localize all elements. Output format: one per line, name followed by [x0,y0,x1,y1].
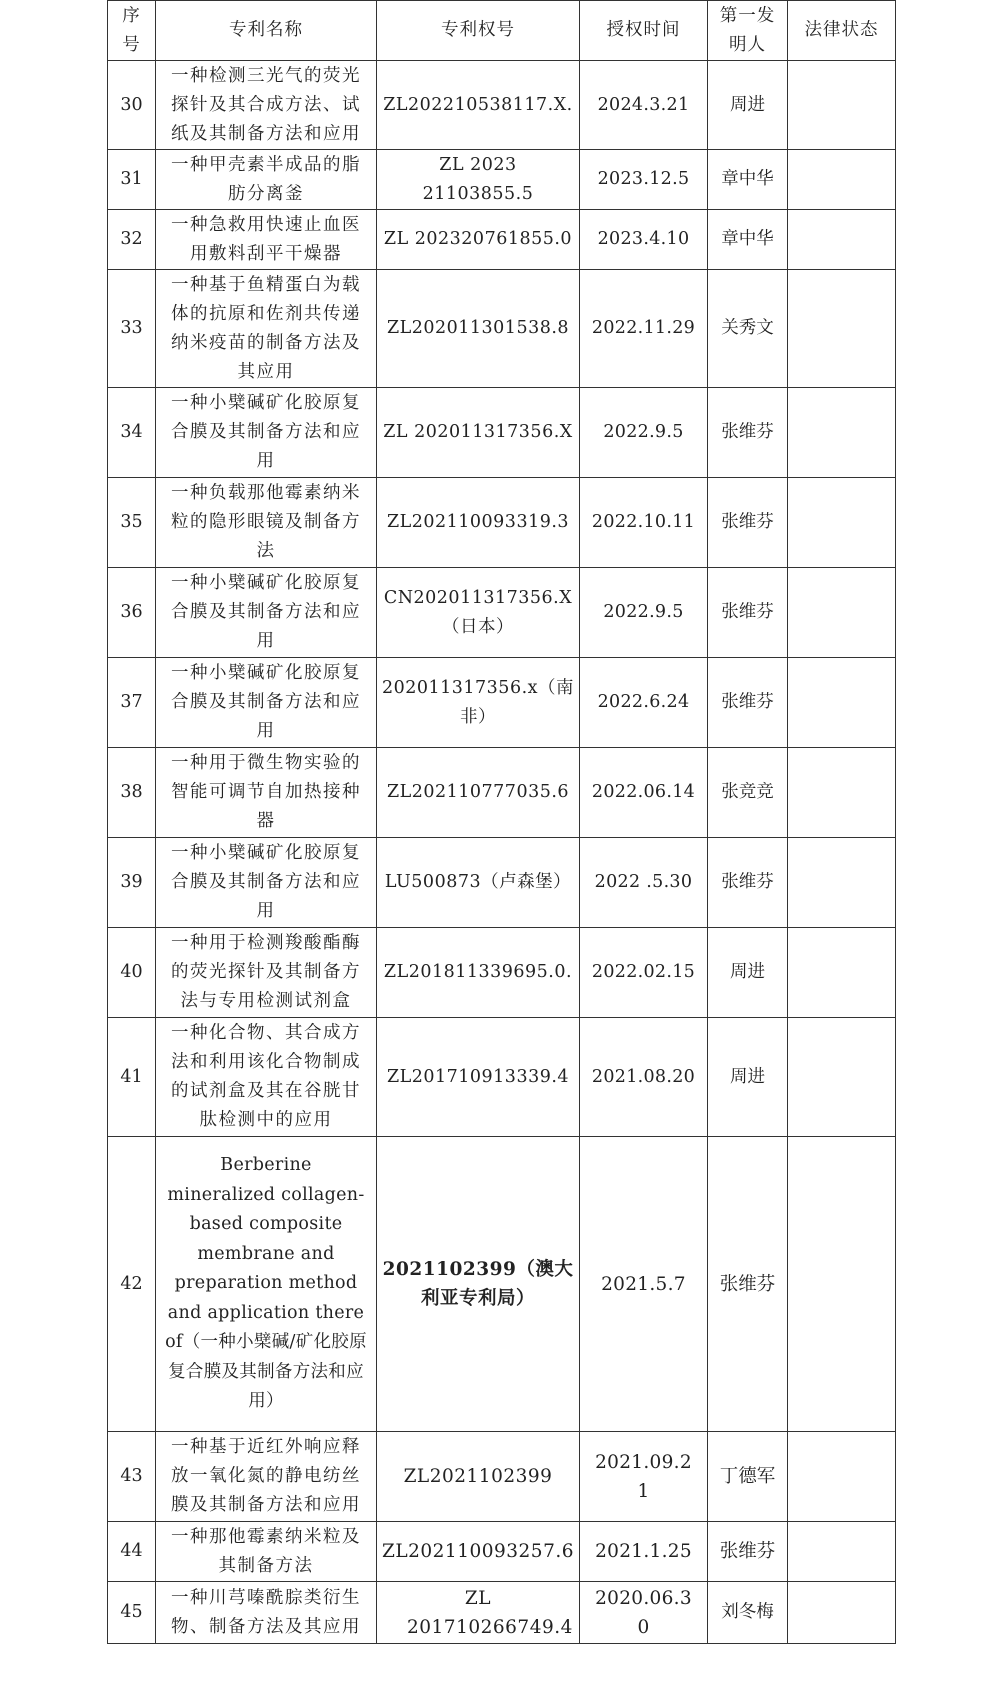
patent-name: 一种甲壳素半成品的脂肪分离釜 [156,150,377,210]
patent-number: ZL202011301538.8 [377,270,580,388]
grant-date: 2020.06.30 [580,1582,708,1644]
legal-status [788,150,896,210]
patent-number: ZL 202320761855.0 [377,210,580,270]
patent-number: ZL201811339695.0. [377,928,580,1018]
first-inventor: 张维芬 [708,1522,788,1582]
row-seq: 38 [108,748,156,838]
header-name: 专利名称 [156,1,377,61]
patent-number: CN202011317356.X（日本） [377,568,580,658]
first-inventor: 张维芬 [708,388,788,478]
patent-name: Berberine mineralized collagen-based composite membrane and preparation method and application there of（一种小檗碱/矿化胶原复合膜及其制备方法和应用） [156,1137,377,1432]
patent-name: 一种用于微生物实验的智能可调节自加热接种器 [156,748,377,838]
legal-status [788,1018,896,1137]
legal-status [788,210,896,270]
patent-number: ZL 2023 21103855.5 [377,150,580,210]
legal-status [788,1522,896,1582]
first-inventor: 周进 [708,61,788,150]
row-seq: 37 [108,658,156,748]
row-seq: 44 [108,1522,156,1582]
legal-status [788,61,896,150]
patent-name: 一种川芎嗪酰腙类衍生物、制备方法及其应用 [156,1582,377,1644]
legal-status [788,270,896,388]
patent-number: ZL2021102399 [377,1432,580,1522]
table-row [108,838,896,928]
patent-number: ZL202210538117.X. [377,61,580,150]
legal-status [788,1137,896,1432]
header-status: 法律状态 [788,1,896,61]
grant-date: 2022.6.24 [580,658,708,748]
grant-date: 2022.11.29 [580,270,708,388]
legal-status [788,568,896,658]
grant-date: 2022 .5.30 [580,838,708,928]
grant-date: 2022.06.14 [580,748,708,838]
table-row [108,568,896,658]
patent-name: 一种化合物、其合成方法和利用该化合物制成的试剂盒及其在谷胱甘肽检测中的应用 [156,1018,377,1137]
patent-name: 一种急救用快速止血医用敷料刮平干燥器 [156,210,377,270]
grant-date: 2021.1.25 [580,1522,708,1582]
row-seq: 30 [108,61,156,150]
grant-date: 2022.02.15 [580,928,708,1018]
patent-number: ZL202110093319.3 [377,478,580,568]
patent-number: ZL 201710266749.4 [377,1582,580,1644]
first-inventor: 丁德军 [708,1432,788,1522]
first-inventor: 关秀文 [708,270,788,388]
grant-date: 2022.10.11 [580,478,708,568]
patent-name: 一种那他霉素纳米粒及其制备方法 [156,1522,377,1582]
grant-date: 2021.5.7 [580,1137,708,1432]
patent-name: 一种负载那他霉素纳米粒的隐形眼镜及制备方法 [156,478,377,568]
first-inventor: 张维芬 [708,1137,788,1432]
table-row [108,1018,896,1137]
first-inventor: 张维芬 [708,478,788,568]
patent-number: ZL201710913339.4 [377,1018,580,1137]
table-row [108,1522,896,1582]
patent-name: 一种用于检测羧酸酯酶的荧光探针及其制备方法与专用检测试剂盒 [156,928,377,1018]
patent-name: 一种基于近红外响应释放一氧化氮的静电纺丝膜及其制备方法和应用 [156,1432,377,1522]
row-seq: 33 [108,270,156,388]
grant-date: 2021.09.21 [580,1432,708,1522]
grant-date: 2021.08.20 [580,1018,708,1137]
legal-status [788,478,896,568]
row-seq: 40 [108,928,156,1018]
patent-name: 一种基于鱼精蛋白为载体的抗原和佐剂共传递纳米疫苗的制备方法及其应用 [156,270,377,388]
legal-status [788,748,896,838]
row-seq: 32 [108,210,156,270]
row-seq: 36 [108,568,156,658]
patent-name: 一种小檗碱矿化胶原复合膜及其制备方法和应用 [156,838,377,928]
first-inventor: 周进 [708,928,788,1018]
first-inventor: 张维芬 [708,838,788,928]
patent-table [107,0,896,1644]
table-row [108,150,896,210]
table-row [108,1137,896,1432]
patent-number: ZL202110777035.6 [377,748,580,838]
patent-number: LU500873（卢森堡） [377,838,580,928]
patent-name: 一种小檗碱矿化胶原复合膜及其制备方法和应用 [156,658,377,748]
table-row [108,748,896,838]
grant-date: 2023.12.5 [580,150,708,210]
patent-number: ZL 202011317356.X [377,388,580,478]
patent-number: 2021102399（澳大利亚专利局） [377,1137,580,1432]
grant-date: 2022.9.5 [580,388,708,478]
legal-status [788,838,896,928]
table-row [108,210,896,270]
row-seq: 45 [108,1582,156,1644]
first-inventor: 张竞竞 [708,748,788,838]
legal-status [788,1432,896,1522]
legal-status [788,1582,896,1644]
first-inventor: 章中华 [708,210,788,270]
table-row [108,1582,896,1644]
table-row [108,928,896,1018]
row-seq: 43 [108,1432,156,1522]
legal-status [788,388,896,478]
row-seq: 41 [108,1018,156,1137]
grant-date: 2024.3.21 [580,61,708,150]
header-date: 授权时间 [580,1,708,61]
legal-status [788,928,896,1018]
header-number: 专利权号 [377,1,580,61]
first-inventor: 张维芬 [708,658,788,748]
header-inventor: 第一发明人 [708,1,788,61]
row-seq: 35 [108,478,156,568]
table-row [108,1432,896,1522]
grant-date: 2022.9.5 [580,568,708,658]
row-seq: 31 [108,150,156,210]
table-row [108,388,896,478]
first-inventor: 刘冬梅 [708,1582,788,1644]
row-seq: 42 [108,1137,156,1432]
header-seq: 序号 [108,1,156,61]
legal-status [788,658,896,748]
table-row [108,61,896,150]
first-inventor: 周进 [708,1018,788,1137]
patent-number: 202011317356.x（南非） [377,658,580,748]
grant-date: 2023.4.10 [580,210,708,270]
first-inventor: 张维芬 [708,568,788,658]
patent-name: 一种小檗碱矿化胶原复合膜及其制备方法和应用 [156,388,377,478]
patent-name: 一种小檗碱矿化胶原复合膜及其制备方法和应用 [156,568,377,658]
patent-name: 一种检测三光气的荧光探针及其合成方法、试纸及其制备方法和应用 [156,61,377,150]
table-row [108,270,896,388]
header-row [108,1,896,61]
table-row [108,658,896,748]
row-seq: 39 [108,838,156,928]
table-row [108,478,896,568]
patent-number: ZL202110093257.6 [377,1522,580,1582]
first-inventor: 章中华 [708,150,788,210]
row-seq: 34 [108,388,156,478]
